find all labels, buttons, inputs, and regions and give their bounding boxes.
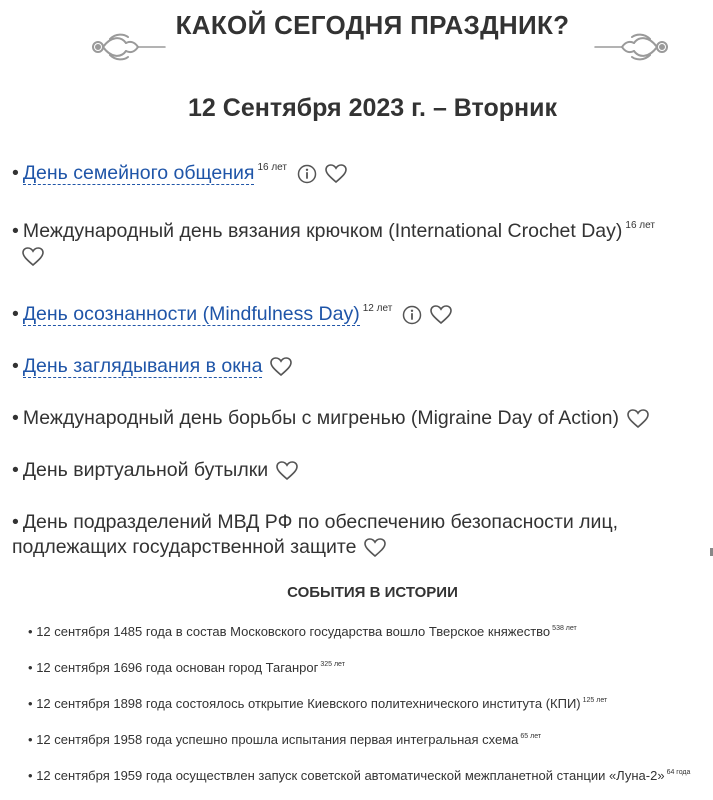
- holiday-text: День виртуальной бутылки: [22, 459, 269, 481]
- bullet: •: [12, 407, 19, 429]
- history-event-list: [28, 620, 698, 800]
- event-text: 12 сентября 1958 года успешно прошла испытания первая интегральная схема: [36, 732, 519, 747]
- bullet: •: [28, 624, 33, 639]
- holiday-item: [12, 354, 712, 379]
- history-event: [28, 656, 698, 677]
- holiday-link[interactable]: День заглядывания в окна: [22, 355, 263, 377]
- heart-outline-icon[interactable]: [276, 461, 298, 481]
- page-title: КАКОЙ СЕГОДНЯ ПРАЗДНИК?: [175, 10, 570, 40]
- holiday-item: [12, 510, 712, 560]
- age-label: 538 лет: [552, 625, 577, 632]
- holiday-link[interactable]: День осознанности (Mindfulness Day): [22, 303, 360, 325]
- holiday-link[interactable]: День семейного общения: [22, 162, 255, 184]
- date-heading: 12 Сентября 2023 г. – Вторник: [188, 94, 557, 122]
- bullet: •: [12, 355, 19, 377]
- history-heading: СОБЫТИЯ В ИСТОРИИ: [287, 584, 458, 601]
- event-text: 12 сентября 1898 года состоялось открытие Киевского политехнического института (КПИ): [36, 696, 581, 711]
- history-event: [28, 764, 698, 785]
- bullet: •: [28, 696, 33, 711]
- info-icon[interactable]: [297, 164, 317, 184]
- holiday-item: [12, 155, 712, 186]
- bullet: •: [12, 459, 19, 481]
- holiday-text: Международный день борьбы с мигренью (Migraine Day of Action): [22, 407, 619, 429]
- heart-outline-icon[interactable]: [430, 305, 452, 325]
- page-header: [0, 0, 713, 80]
- info-icon[interactable]: [402, 305, 422, 325]
- event-text: 12 сентября 1959 года осуществлен запуск советской автоматической межпланетной станции «Луна-2»: [36, 768, 665, 783]
- holiday-item: [12, 458, 712, 483]
- event-text: 12 сентября 1696 года основан город Таганрог: [36, 660, 319, 675]
- age-label: 16 лет: [257, 162, 287, 173]
- age-label: 125 лет: [582, 697, 608, 704]
- age-label: 12 лет: [362, 303, 393, 314]
- age-label: 325 лет: [320, 661, 345, 668]
- heart-outline-icon[interactable]: [270, 357, 292, 377]
- age-label: 64 года: [666, 769, 691, 776]
- event-text: 12 сентября 1485 года в состав Московского государства вошло Тверское княжество: [36, 624, 551, 639]
- history-event: [28, 692, 698, 713]
- age-label: 65 лет: [520, 733, 542, 740]
- history-event: [28, 728, 698, 749]
- age-label: 16 лет: [625, 220, 655, 231]
- right-flourish-ornament: [594, 30, 674, 69]
- bullet: •: [28, 768, 33, 783]
- holiday-item: [12, 296, 712, 327]
- bullet: •: [28, 732, 33, 747]
- holiday-text: Международный день вязания крючком (International Crochet Day): [22, 220, 623, 242]
- bullet: •: [12, 303, 19, 325]
- holiday-text: День подразделений МВД РФ по обеспечению безопасности лиц, подлежащих государственной защите: [12, 511, 619, 558]
- bullet: •: [12, 162, 19, 184]
- history-event: [28, 620, 698, 641]
- holiday-list: [12, 155, 712, 587]
- bullet: •: [12, 220, 19, 242]
- heart-outline-icon[interactable]: [325, 164, 347, 184]
- bullet: •: [12, 511, 19, 533]
- holiday-item: [12, 406, 712, 431]
- holiday-item: [12, 213, 712, 269]
- heart-outline-icon[interactable]: [627, 409, 649, 429]
- bullet: •: [28, 660, 33, 675]
- heart-outline-icon[interactable]: [22, 247, 44, 267]
- heart-outline-icon[interactable]: [364, 538, 386, 558]
